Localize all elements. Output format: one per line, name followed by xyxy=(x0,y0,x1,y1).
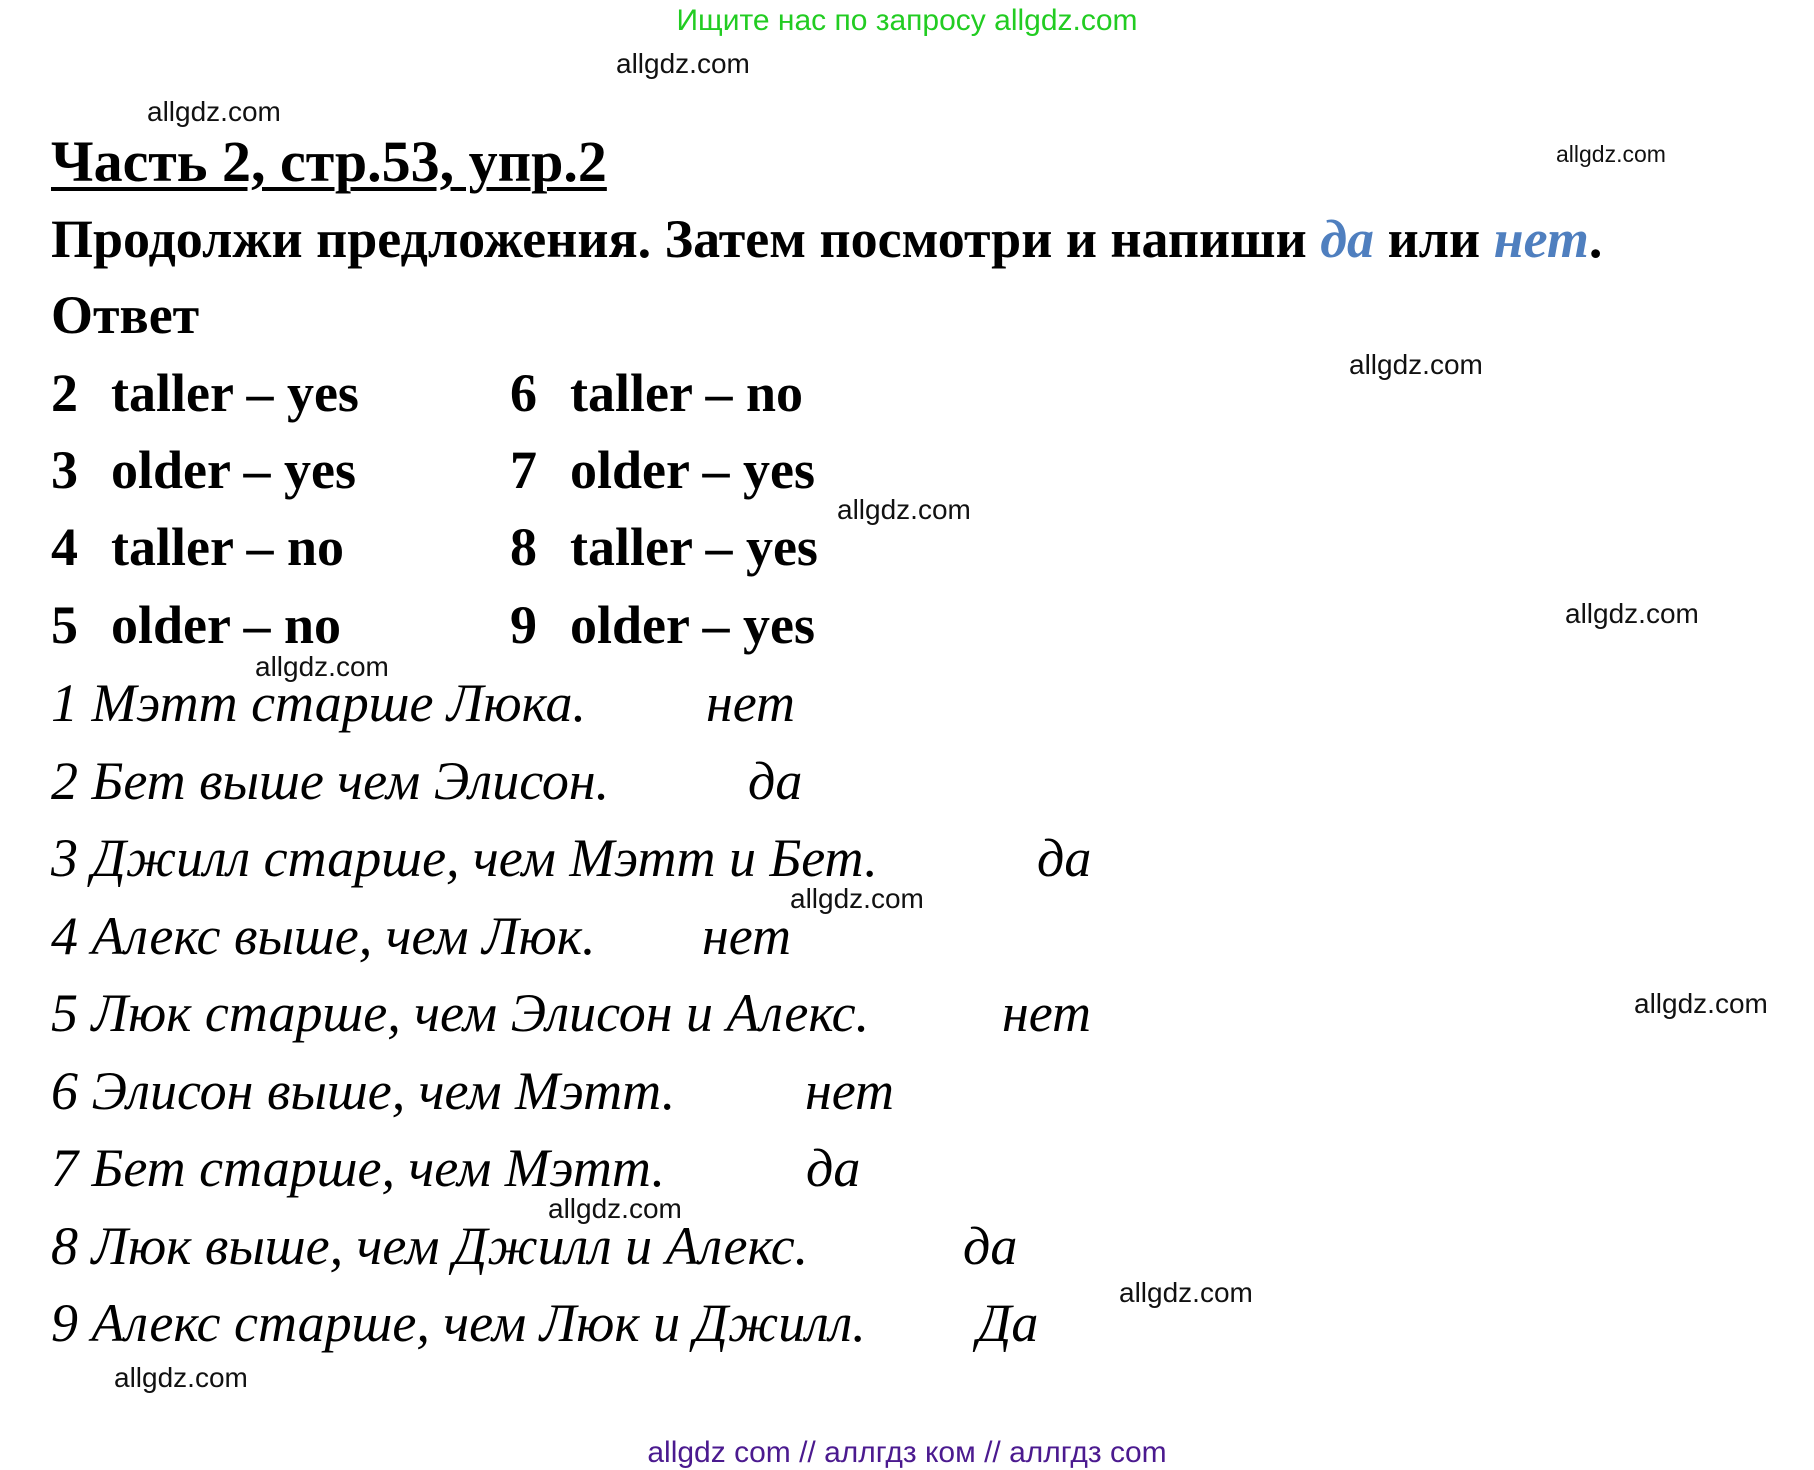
instruction-text: Продолжи предложения. Затем посмотри и напиши xyxy=(51,209,1321,269)
sentence-text: 4 Алекс выше, чем Люк. xyxy=(51,905,596,966)
instruction-end: . xyxy=(1588,209,1603,269)
sentence-text: 8 Люк выше, чем Джилл и Алекс. xyxy=(51,1215,809,1276)
watermark: allgdz.com xyxy=(837,494,971,525)
sentence-answer: Да xyxy=(977,1293,1039,1353)
answer-number: 8 xyxy=(510,517,537,577)
answer-number: 6 xyxy=(510,363,537,423)
answer-text: older – yes xyxy=(570,595,815,655)
watermark: allgdz.com xyxy=(1634,988,1768,1019)
exercise-title: Часть 2, стр.53, упр.2 xyxy=(51,129,607,194)
sentence-answer: нет xyxy=(706,673,796,733)
instruction-yes-word: да xyxy=(1320,209,1375,269)
watermark: allgdz.com xyxy=(147,96,281,127)
instruction-no-word: нет xyxy=(1493,209,1589,269)
sentence-answer: да xyxy=(1037,828,1092,888)
instruction xyxy=(51,208,1602,270)
answer-text: taller – no xyxy=(570,363,803,423)
answer-number: 4 xyxy=(51,517,78,577)
sentence-answer: нет xyxy=(805,1060,895,1121)
sentence-text: 9 Алекс старше, чем Люк и Джилл. xyxy=(51,1293,866,1353)
answer-text: taller – no xyxy=(111,517,344,577)
sentence-answer: да xyxy=(963,1215,1018,1276)
sentence-text: 2 Бет выше чем Элисон. xyxy=(51,750,610,811)
sentence-answer: да xyxy=(806,1138,861,1198)
answer-number: 5 xyxy=(51,595,78,655)
watermark: allgdz.com xyxy=(1565,598,1699,629)
answer-text: older – no xyxy=(111,595,342,655)
sentence-text: 3 Джилл старше, чем Мэтт и Бет. xyxy=(51,828,878,888)
watermark: allgdz.com xyxy=(1349,349,1483,380)
sentence-answer: нет xyxy=(1002,983,1092,1043)
answer-number: 9 xyxy=(510,595,537,655)
answer-text: older – yes xyxy=(111,440,356,500)
answer-number: 2 xyxy=(51,363,78,423)
sentence-text: 1 Мэтт старше Люка. xyxy=(51,673,586,733)
sentence-answer: нет xyxy=(702,905,792,966)
watermark: allgdz.com xyxy=(790,883,924,914)
instruction-middle: или xyxy=(1374,209,1494,269)
sentence-answer: да xyxy=(748,750,803,811)
answer-text: older – yes xyxy=(570,440,815,500)
answer-number: 3 xyxy=(51,440,78,500)
footer-links: allgdz com // аллгдз ком // аллгдз com xyxy=(647,1436,1167,1469)
answer-heading: Ответ xyxy=(51,285,200,345)
sentence-text: 7 Бет старше, чем Мэтт. xyxy=(51,1138,666,1198)
search-banner: Ищите нас по запросу allgdz.com xyxy=(676,4,1138,37)
answer-text: taller – yes xyxy=(570,517,818,577)
sentence-text: 6 Элисон выше, чем Мэтт. xyxy=(51,1060,676,1121)
watermark: allgdz.com xyxy=(1556,141,1666,167)
watermark: allgdz.com xyxy=(616,48,750,79)
watermark: allgdz.com xyxy=(255,651,389,682)
watermark: allgdz.com xyxy=(114,1362,248,1393)
answer-text: taller – yes xyxy=(111,363,359,423)
sentence-text: 5 Люк старше, чем Элисон и Алекс. xyxy=(51,983,870,1043)
watermark: allgdz.com xyxy=(1119,1277,1253,1308)
answer-number: 7 xyxy=(510,440,537,500)
watermark: allgdz.com xyxy=(548,1193,682,1224)
